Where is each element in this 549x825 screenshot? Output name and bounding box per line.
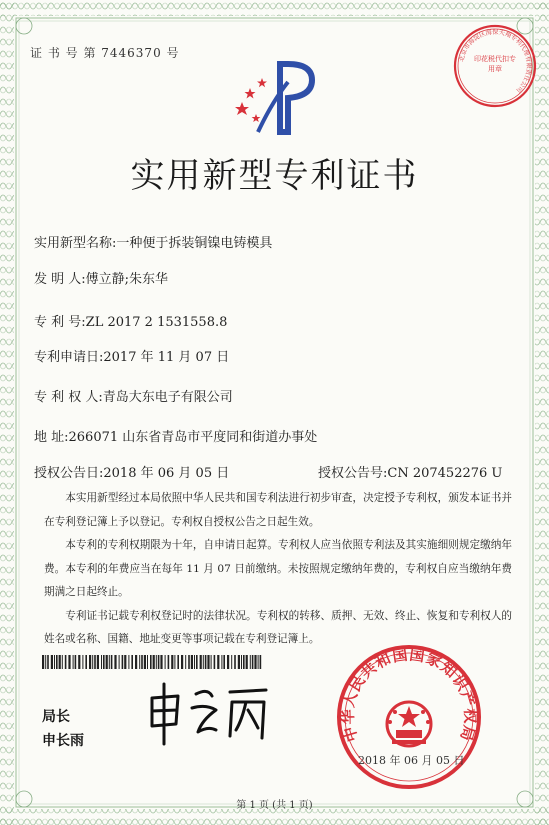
barcode-bar [92, 655, 93, 669]
barcode-bar [128, 655, 129, 669]
barcode-bar [97, 655, 99, 669]
barcode-bar [231, 655, 232, 669]
svg-text:中华人民共和国国家知识产权局 [339, 645, 479, 743]
barcode-bar [106, 655, 108, 669]
field-grant-date: 授权公告日:2018 年 06 月 05 日 [34, 466, 230, 481]
official-seal [334, 642, 484, 792]
barcode-bar [185, 655, 186, 669]
barcode-bar [153, 655, 155, 669]
barcode-bar [56, 655, 58, 669]
barcode-bar [207, 655, 209, 669]
page-title: 实用新型专利证书 [130, 156, 419, 196]
barcode-bar [135, 655, 137, 669]
barcode-bar [45, 655, 46, 669]
field-patent-number: 专 利 号:ZL 2017 2 1531558.8 [34, 315, 228, 330]
barcode-bar [82, 655, 83, 669]
barcode-bar [141, 655, 143, 669]
barcode-bar [94, 655, 96, 669]
page-number: 第 1 页 (共 1 页) [236, 800, 313, 811]
barcode-bar [109, 655, 110, 669]
barcode-bar [205, 655, 207, 669]
barcode-bar [119, 655, 120, 669]
barcode-bar [131, 655, 133, 669]
barcode-bar [51, 655, 53, 669]
barcode-bar [258, 655, 259, 669]
tax-stamp [451, 22, 539, 110]
seal-date: 2018 年 06 月 05 日 [358, 754, 465, 767]
barcode-bar [111, 655, 113, 669]
barcode-bar [217, 655, 219, 669]
field-grant-number: 授权公告号:CN 207452276 U [318, 466, 503, 481]
field-utility-model-name: 实用新型名称:一种便于拆装铜镍电铸模具 [34, 236, 273, 251]
barcode-bar [250, 655, 251, 669]
barcode-bar [191, 655, 193, 669]
barcode-bar [260, 655, 262, 669]
signatory-title: 局长 [42, 709, 70, 725]
star-icon [235, 78, 267, 122]
body-paragraph: 本专利的专利权期限为十年，自申请日起算。专利权人应当依照专利法及其实施细则规定缴纳年费。本专利的年费应当在每年 11 月 07 日前缴纳。未按照规定缴纳年费的，专利权自应当缴纳年费期满之日起终止。 [44, 539, 512, 598]
barcode-bar [165, 655, 166, 669]
barcode-bar [85, 655, 87, 669]
barcode-bar [223, 655, 225, 669]
patent-office-logo [228, 58, 324, 138]
barcode-bar [65, 655, 67, 669]
barcode-bar [221, 655, 222, 669]
barcode-bar [122, 655, 124, 669]
field-address: 地 址:266071 山东省青岛市平度同和街道办事处 [34, 430, 318, 445]
barcode-bar [200, 655, 202, 669]
barcode-bar [194, 655, 195, 669]
barcode-bar [241, 655, 242, 669]
barcode-bar [144, 655, 146, 669]
barcode-bar [78, 655, 80, 669]
handwritten-signature [146, 680, 276, 750]
barcode-bar [168, 655, 170, 669]
barcode-bar [114, 655, 116, 669]
barcode-bar [181, 655, 183, 669]
body-paragraph: 本实用新型经过本局依照中华人民共和国专利法进行初步审查，决定授予专利权，颁发本证书并在专利登记簿上予以登记。专利权自授权公告之日起生效。 [44, 492, 512, 528]
tax-stamp-center-text: 印花税代扣专用章 [474, 55, 516, 73]
barcode-bar [47, 655, 49, 669]
barcode-bar [211, 655, 212, 669]
certificate-number: 证 书 号 第 7446370 号 [30, 46, 180, 60]
field-application-date: 专利申请日:2017 年 11 月 07 日 [34, 350, 230, 365]
field-inventors: 发 明 人:傅立静;朱东华 [34, 272, 169, 287]
barcode-bar [246, 655, 248, 669]
barcode-bar [147, 655, 148, 669]
field-patentee: 专 利 权 人:青岛大东电子有限公司 [34, 390, 233, 405]
barcode-bar [101, 655, 102, 669]
barcode-bar [68, 655, 70, 669]
barcode-bar [243, 655, 245, 669]
barcode-bar [124, 655, 126, 669]
barcode-bar [73, 655, 74, 669]
tax-stamp-ring-text: 北京市海淀区海保天翔专利代理有限责任公司 [458, 28, 533, 94]
barcode-bar [139, 655, 140, 669]
barcode-bar [196, 655, 198, 669]
body-paragraph: 专利证书记载专利权登记时的法律状况。专利权的转移、质押、无效、终止、恢复和专利权人的姓名或名称、国籍、地址变更等事项记载在专利登记簿上。 [44, 609, 512, 645]
barcode-bar [177, 655, 179, 669]
barcode [42, 655, 264, 669]
barcode-bar [238, 655, 240, 669]
barcode-bar [158, 655, 160, 669]
barcode-bar [54, 655, 55, 669]
barcode-bar [254, 655, 256, 669]
barcode-bar [59, 655, 61, 669]
barcode-bar [188, 655, 190, 669]
barcode-bar [160, 655, 162, 669]
national-emblem-icon [387, 702, 431, 746]
barcode-bar [103, 655, 105, 669]
barcode-bar [75, 655, 77, 669]
barcode-bar [214, 655, 216, 669]
barcode-bar [203, 655, 204, 669]
barcode-bar [171, 655, 173, 669]
barcode-bar [89, 655, 91, 669]
barcode-bar [174, 655, 175, 669]
certificate-body [44, 487, 512, 652]
barcode-bar [150, 655, 152, 669]
signatory-name: 申长雨 [42, 733, 84, 749]
barcode-bar [227, 655, 229, 669]
barcode-bar [234, 655, 236, 669]
barcode-bar [62, 655, 63, 669]
barcode-bar [156, 655, 157, 669]
barcode-bar [252, 655, 254, 669]
barcode-bar [42, 655, 44, 669]
seal-ring-text: 中华人民共和国国家知识产权局 [338, 645, 480, 744]
